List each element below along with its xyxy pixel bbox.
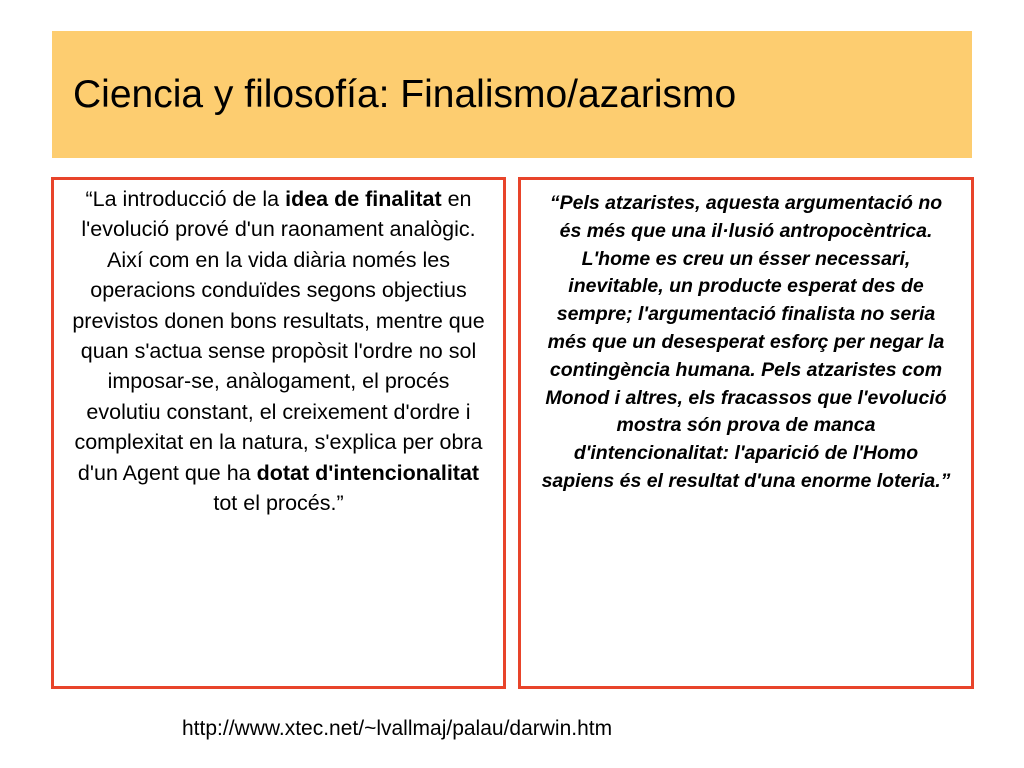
finalism-quote-emphasis-2: dotat d'intencionalitat — [256, 460, 480, 485]
finalism-quote-part-2: en l'evolució prové d'un raonament analògic. Així com en la vida diària només les operacions conduïdes segons objectius previstos donen bons resultats, mentre que quan s'actua sense propòsit l'ordre no sol imposar-se, anàlogament, el procés evolutiu constant, el creixement d'ordre i complexitat en la natura, s'explica per obra d'un Agent que ha — [72, 187, 485, 485]
finalism-quote-part-3: tot el procés.” — [213, 491, 344, 516]
randomism-quote-text: “Pels atzaristes, aquesta argumentació no és més que una il·lusió antropocèntrica. L'home es creu un ésser necessari, inevitable, un producte esperat des de sempre; l'argumentació finalista no seria més que un desesperat esforç per negar la contingència humana. Pels atzaristes com Monod i altres, els fracassos que l'evolució mostra són prova de manca d'intencionalitat: l'aparició de l'Homo sapiens és el resultat d'una enorme loteria.” — [541, 192, 951, 492]
finalism-quote-emphasis-1: idea de finalitat — [285, 187, 442, 211]
source-url: http://www.xtec.net/~lvallmaj/palau/darwin.htm — [182, 717, 613, 740]
finalism-quote-box — [51, 177, 506, 689]
slide-title: Ciencia y filosofía: Finalismo/azarismo — [73, 73, 737, 116]
randomism-quote-box — [518, 177, 974, 689]
finalism-quote-text — [70, 184, 487, 518]
finalism-quote-part-1: “La introducció de la — [85, 187, 286, 211]
